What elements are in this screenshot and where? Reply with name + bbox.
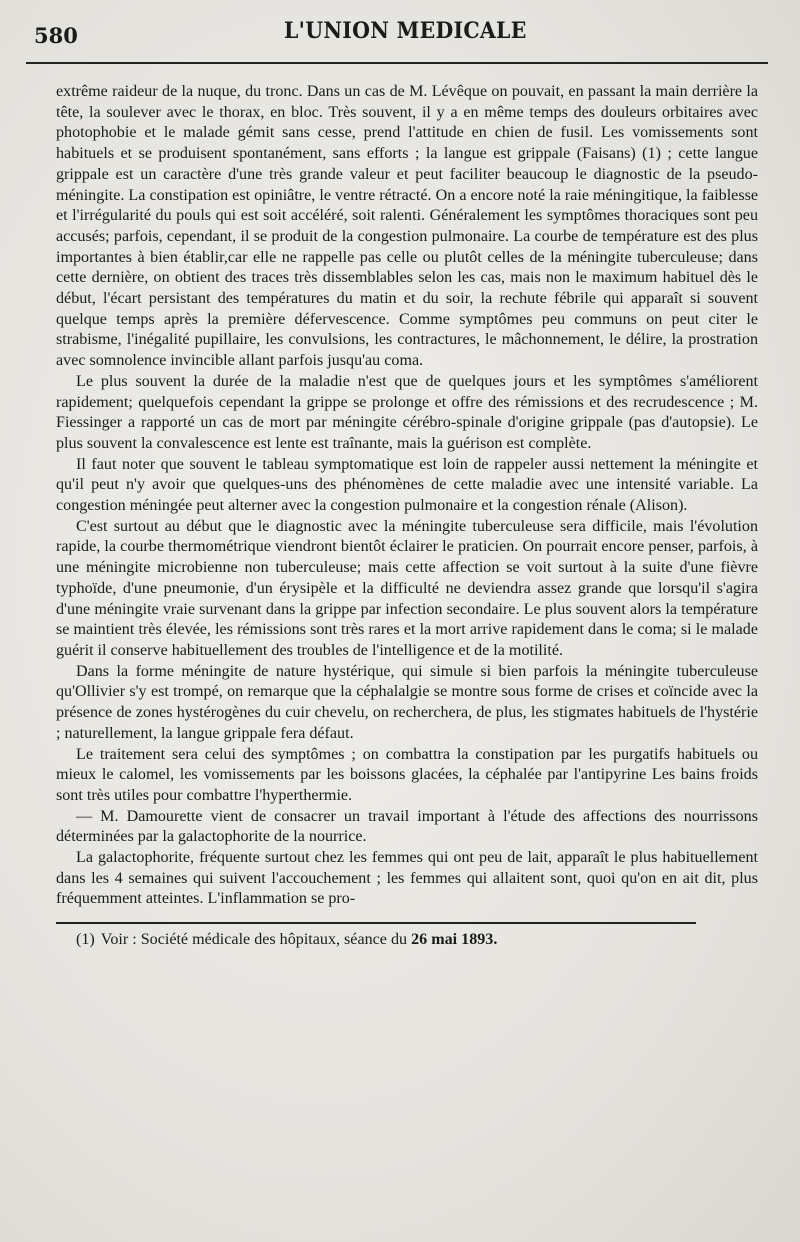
header-rule — [26, 62, 768, 64]
paragraph-galactophorite: La galactophorite, fréquente surtout chez les femmes qui ont peu de lait, apparaît le plus habituellement dans les 4 semaines qui suivent l'accouchement ; les femmes qui allaitent sont, quoi qu'on en ait dit, plus fréquemment atteintes. L'inflammation se pro- — [56, 849, 758, 908]
paragraph-symptomatic-picture: Il faut noter que souvent le tableau symptomatique est loin de rappeler aussi nettement la méningite et qu'il peut n'y avoir que quelques-uns des phénomènes de cette maladie avec une intensité variable. La congestion méningée peut alterner avec la congestion pulmonaire et la congestion rénale (Alison). — [56, 455, 758, 515]
article-body — [56, 82, 758, 910]
paragraph-symptoms: extrême raideur de la nuque, du tronc. Dans un cas de M. Lévêque on pouvait, en passant la main derrière la tête, la soulever avec le thorax, en bloc. Très souvent, il y a en même temps des douleurs orbitaires avec photophobie et le malade gémit sans cesse, prend l'attitude en chien de fusil. Les vomissements sont habituels et se produisent spontanément, sans efforts ; la langue est grippale (Faisans) (1) ; cette langue grippale est un caractère d'une très grande valeur et peut faciliter beaucoup le diagnostic de la pseudo-méningite. La constipation est opiniâtre, le ventre rétracté. On a encore noté la raie méningitique, la faiblesse et l'irrégularité du pouls qui est soit accéléré, soit ralenti. Généralement les symptômes thoraciques sont peu accusés; parfois, cependant, il se produit de la congestion pulmonaire. La courbe de température est des plus importantes à bien établir,car elle ne rappelle pas celle ou plutôt celles de la méningite tuberculeuse; dans cette dernière, on obtient des traces très dissemblables selon les cas, mais non le maximum habituel dès le début, l'écart persistant des températures du matin et du soir, la rechute fébrile qui apparaît si souvent quelque temps après la première défervescence. Comme symptômes peu communs on peut citer le strabisme, l'inégalité pupillaire, les convulsions, les contractures, le mâchonnement, le délire, la prostration avec somnolence invincible allant parfois jusqu'au coma. — [56, 83, 758, 370]
footnote-date: 26 mai 1893. — [411, 931, 498, 949]
footnote-marker: (1) — [76, 931, 95, 949]
paragraph-hysteric-form: Dans la forme méningite de nature hystérique, qui simule si bien parfois la méningite tuberculeuse qu'Ollivier s'y est trompé, on remarque que la céphalalgie se montre sous forme de crises et coïncide avec la présence de zones hystérogènes du cuir chevelu, on recherchera, de plus, les stigmates habituels de l'hystérie ; naturellement, la langue grippale fera défaut. — [56, 662, 758, 742]
page-number: 580 — [34, 22, 78, 48]
paragraph-treatment: Le traitement sera celui des symptômes ; on combattra la constipation par les purgatifs habituels ou mieux le calomel, les vomissements par les boissons glacées, la céphalée par l'antipyrine Les bains froids sont très utiles pour combattre l'hyperthermie. — [56, 745, 758, 804]
footnote-rule — [56, 922, 696, 924]
paragraph-duration: Le plus souvent la durée de la maladie n'est que de quelques jours et les symptômes s'améliorent rapidement; quelquefois cependant la grippe se prolonge et offre des rémissions et des recrudescence ; M. Fiessinger a rapporté un cas de mort par méningite cérébro-spinale d'origine grippale (pas d'autopsie). Le plus souvent la convalescence est lente est traînante, mais la guérison est complète. — [56, 372, 758, 452]
footnote-text: Voir : Société médicale des hôpitaux, séance du — [100, 931, 408, 949]
paragraph-damourette: — M. Damourette vient de consacrer un travail important à l'étude des affections des nourrissons déterminées par la galactophorite de la nourrice. — [56, 807, 758, 846]
running-head: L'UNION MEDICALE — [284, 18, 527, 44]
page-header — [34, 14, 758, 52]
footnote — [56, 930, 758, 950]
paragraph-diagnosis: C'est surtout au début que le diagnostic avec la méningite tuberculeuse sera difficile, mais l'évolution rapide, la courbe thermométrique viendront bientôt éclairer le praticien. On pourrait encore penser, parfois, à une méningite microbienne non tuberculeuse; mais cette affection se voit surtout à la suite d'une fièvre typhoïde, d'une pneumonie, d'un érysipèle et la difficulté ne deviendra assez grande que lorsqu'il s'agira d'une méningite vraie survenant dans la grippe par infection secondaire. Le plus souvent alors la température se maintient très élevée, les rémissions sont très rares et la mort arrive rapidement dans le coma; si le malade guérit il conserve habituellement des troubles de l'intelligence et de la motilité. — [56, 517, 758, 659]
